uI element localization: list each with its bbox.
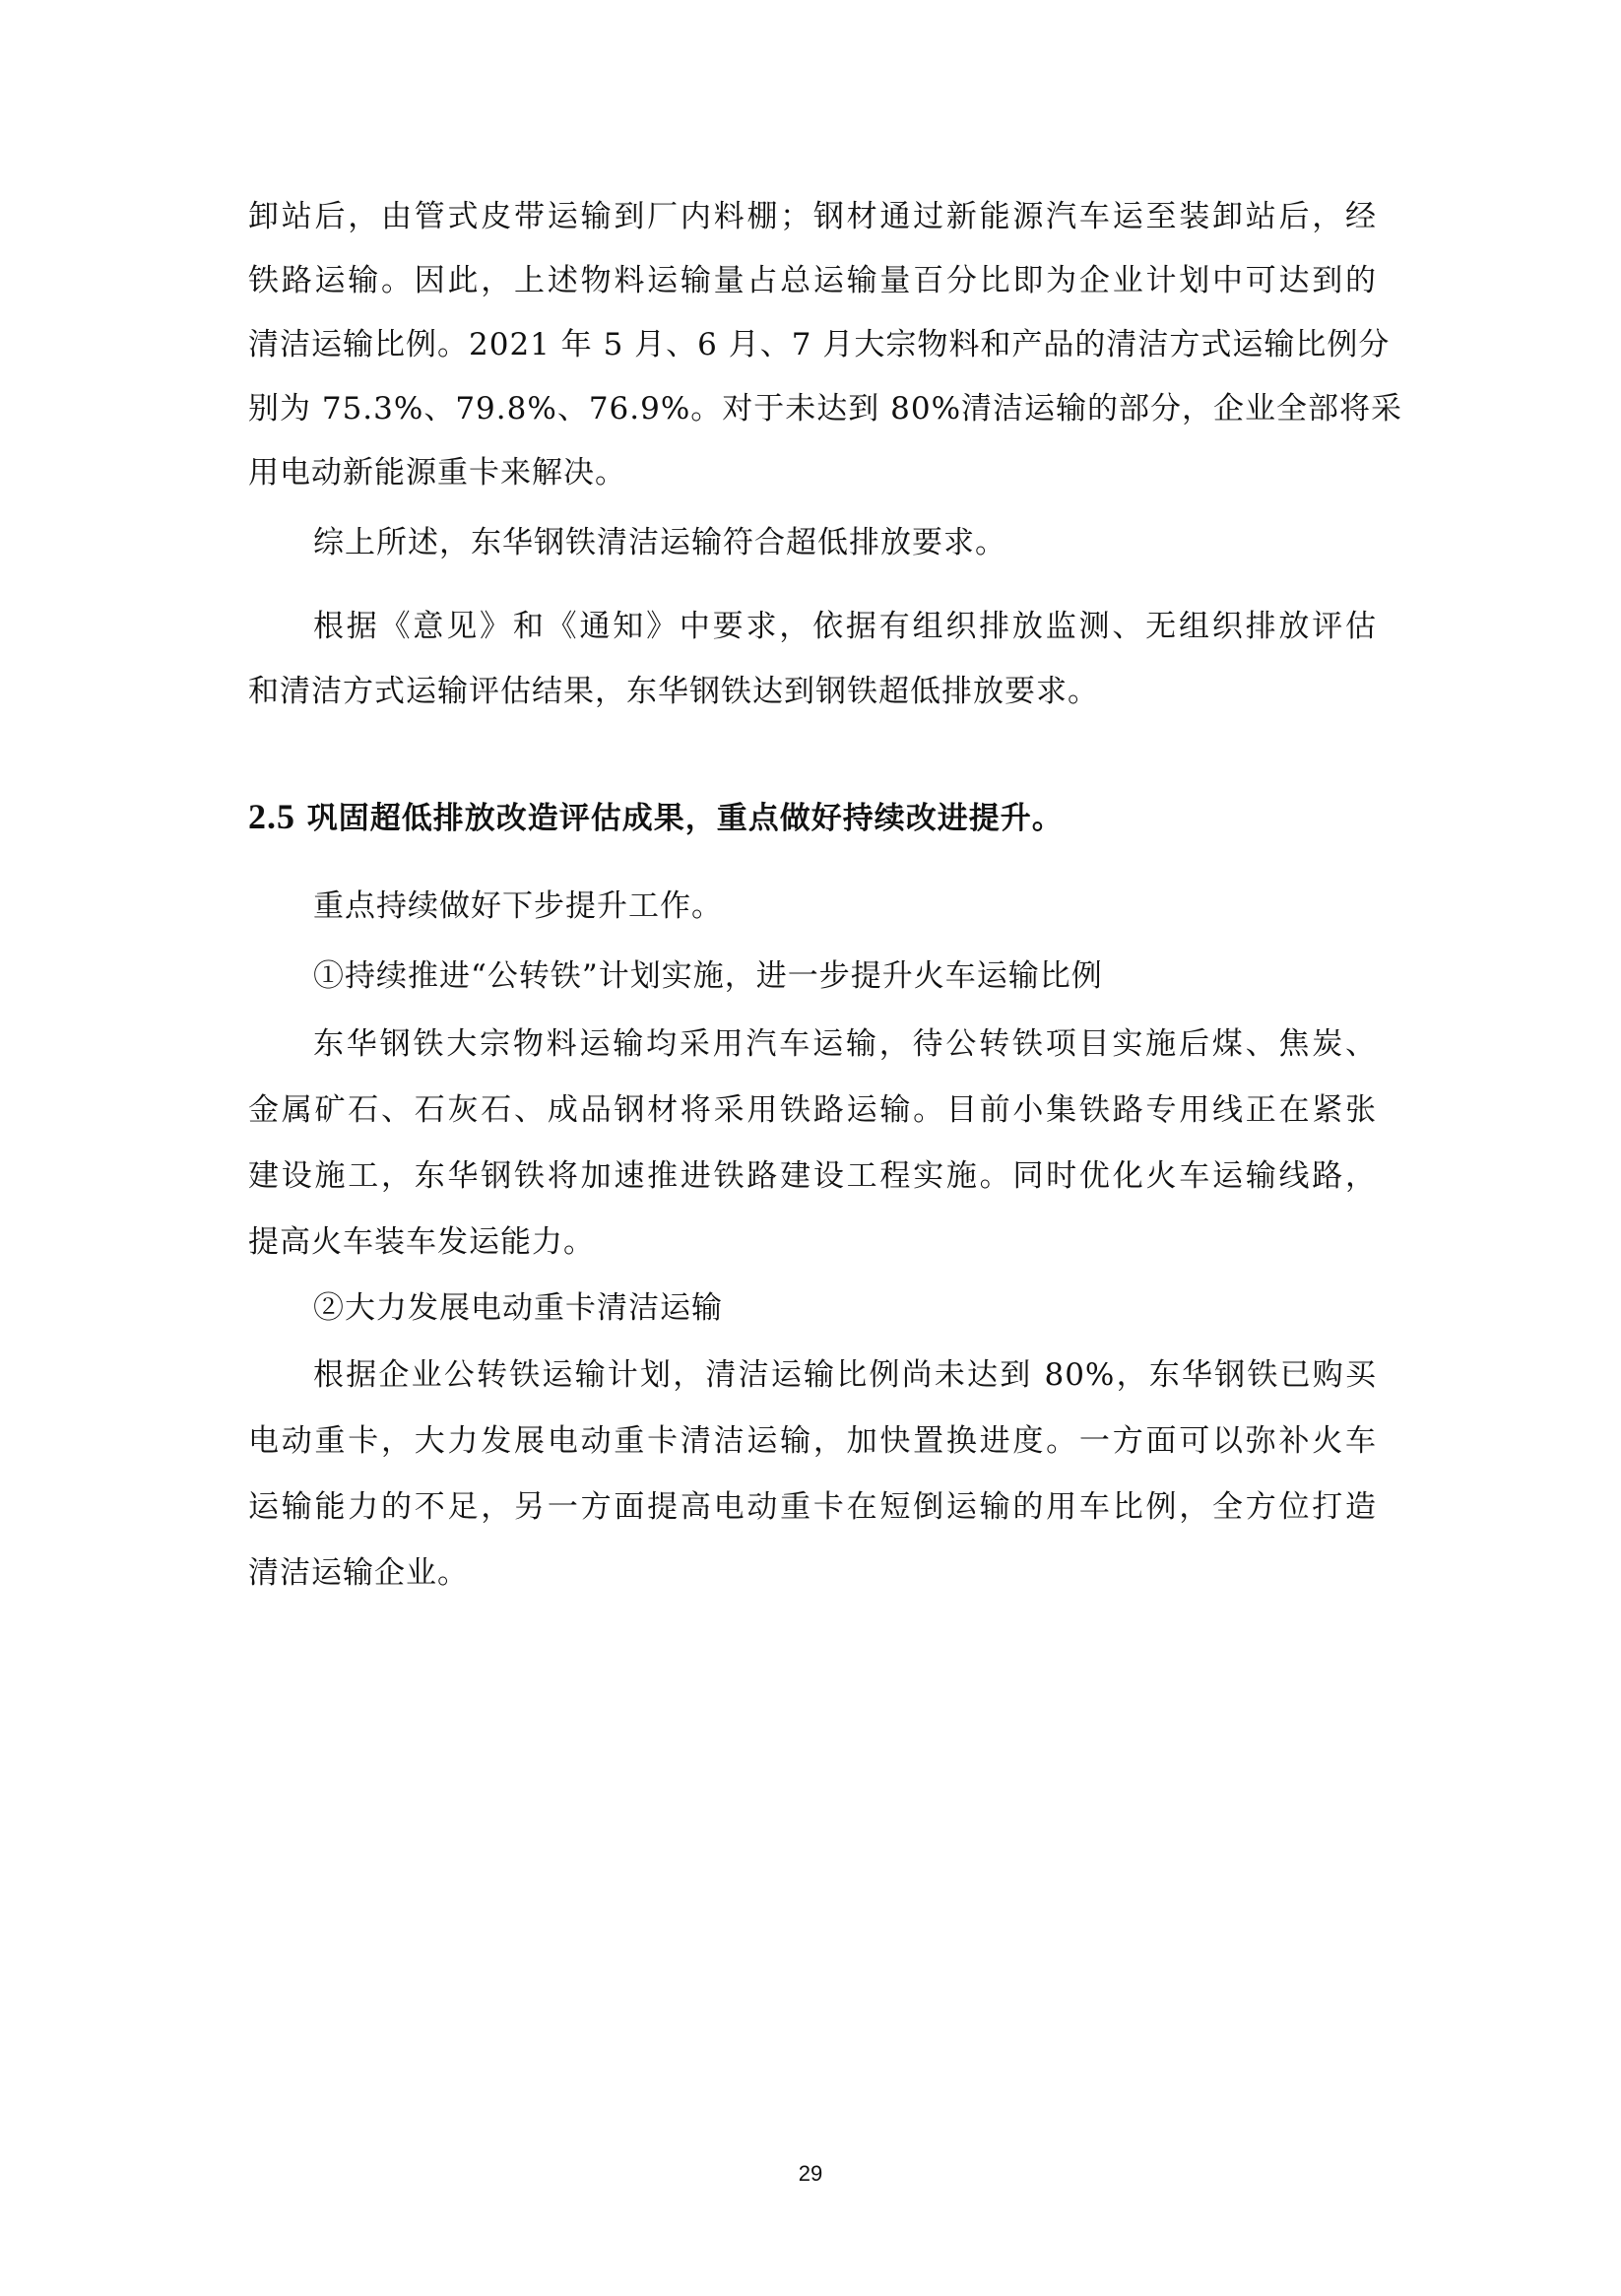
list-item-heading: ①持续推进“公转铁”计划实施，进一步提升火车运输比例 — [313, 958, 1103, 994]
paragraph-line: 和清洁方式运输评估结果，东华钢铁达到钢铁超低排放要求。 — [248, 674, 1099, 709]
paragraph-line: 建设施工，东华钢铁将加速推进铁路建设工程实施。同时优化火车运输线路， — [248, 1158, 1377, 1194]
paragraph-line: 金属矿石、石灰石、成品钢材将采用铁路运输。目前小集铁路专用线正在紧张 — [248, 1092, 1377, 1128]
paragraph-line: 电动重卡，大力发展电动重卡清洁运输，加快置换进度。一方面可以弥补火车 — [248, 1423, 1377, 1459]
paragraph-line: 根据《意见》和《通知》中要求，依据有组织排放监测、无组织排放评估 — [313, 609, 1377, 644]
section-number: 2.5 — [248, 797, 295, 836]
paragraph-line: 清洁运输企业。 — [248, 1555, 469, 1591]
paragraph-line: 铁路运输。因此，上述物料运输量占总运输量百分比即为企业计划中可达到的 — [248, 263, 1377, 298]
paragraph-line: 用电动新能源重卡来解决。 — [248, 455, 626, 491]
paragraph-line: 运输能力的不足，另一方面提高电动重卡在短倒运输的用车比例，全方位打造 — [248, 1489, 1377, 1525]
paragraph-line: 清洁运输比例。2021 年 5 月、6 月、7 月大宗物料和产品的清洁方式运输比例分 — [248, 327, 1391, 362]
section-heading — [248, 795, 1064, 840]
paragraph-line: 别为 75.3%、79.8%、76.9%。对于未达到 80%清洁运输的部分，企业全部将采 — [248, 391, 1403, 426]
paragraph-line: 重点持续做好下步提升工作。 — [313, 888, 723, 924]
section-title: 巩固超低排放改造评估成果，重点做好持续改进提升。 — [306, 801, 1064, 836]
paragraph-line: 综上所述，东华钢铁清洁运输符合超低排放要求。 — [313, 525, 1006, 560]
paragraph-line: 根据企业公转铁运输计划，清洁运输比例尚未达到 80%，东华钢铁已购买 — [313, 1357, 1377, 1393]
paragraph-line: 卸站后，由管式皮带运输到厂内料棚；钢材通过新能源汽车运至装卸站后，经 — [248, 199, 1377, 234]
paragraph-line: 提高火车装车发运能力。 — [248, 1224, 595, 1260]
list-item-heading: ②大力发展电动重卡清洁运输 — [313, 1290, 723, 1326]
page-number: 29 — [798, 2161, 823, 2186]
paragraph-line: 东华钢铁大宗物料运输均采用汽车运输，待公转铁项目实施后煤、焦炭、 — [313, 1026, 1377, 1062]
